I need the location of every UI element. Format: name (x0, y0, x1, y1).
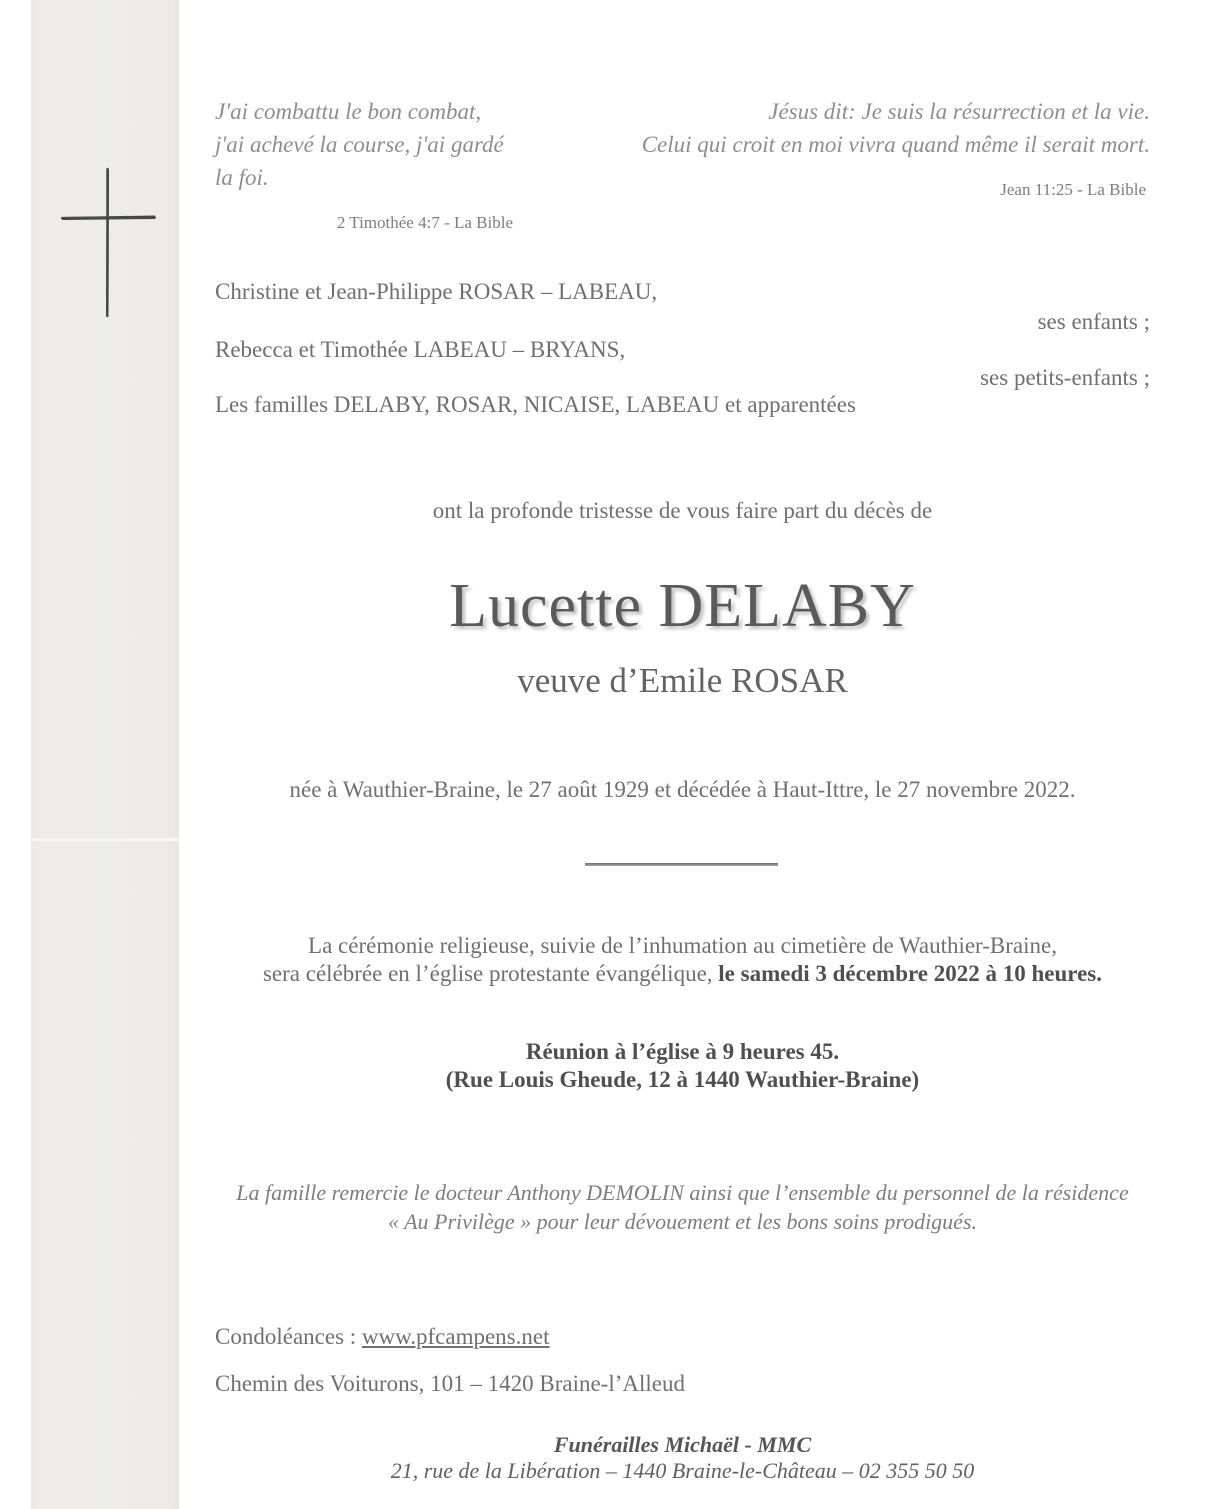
life-dates: née à Wauthier-Braine, le 27 août 1929 et décédée à Haut-Ittre, le 27 novembre 2022. (289, 777, 1076, 802)
ceremony-details (215, 932, 1150, 988)
relation-grandchildren: ses petits-enfants ; (980, 365, 1150, 390)
condolences-label: Condoléances : (215, 1324, 362, 1349)
ceremony-date-bold: le samedi 3 décembre 2022 à 10 heures. (718, 961, 1102, 986)
ceremony-line1: La cérémonie religieuse, suivie de l’inhumation au cimetière de Wauthier-Braine, (308, 933, 1057, 958)
family-line-families: Les familles DELABY, ROSAR, NICAISE, LABEAU et apparentées (215, 392, 856, 417)
meeting-line1: Réunion à l’église à 9 heures 45. (525, 1039, 840, 1064)
deceased-subtitle: veuve d’Emile ROSAR (517, 661, 848, 700)
family-line-grandchildren: Rebecca et Timothée LABEAU – BRYANS, (215, 337, 626, 362)
condolences-link[interactable]: www.pfcampens.net (361, 1324, 550, 1349)
meeting-info (215, 1038, 1150, 1094)
quote-source: 2 Timothée 4:7 - La Bible (336, 213, 513, 232)
deceased-name: Lucette DELABY (449, 572, 916, 640)
quote-source: Jean 11:25 - La Bible (1000, 180, 1146, 199)
footer-company-name: Funérailles Michaël - MMC (553, 1432, 812, 1457)
footer (215, 1432, 1150, 1484)
footer-company-address: 21, rue de la Libération – 1440 Braine-le-Château – 02 355 50 50 (390, 1458, 975, 1483)
thanks-line1: La famille remercie le docteur Anthony DEMOLIN ainsi que l’ensemble du personnel de la résidence (236, 1180, 1129, 1205)
quote-line: j'ai achevé la course, j'ai gardé la foi. (215, 132, 504, 190)
ceremony-line2 (215, 960, 1150, 988)
thanks-paragraph (215, 1178, 1150, 1236)
quote-line: Celui qui croit en moi vivra quand même il serait mort. (641, 132, 1150, 157)
relation-children: ses enfants ; (1037, 309, 1150, 334)
section-divider (585, 863, 778, 866)
announcement-intro: ont la profonde tristesse de vous faire part du décès de (432, 498, 933, 523)
thanks-line2: « Au Privilège » pour leur dévouement et les bons soins prodigués. (387, 1209, 978, 1234)
quote-line: J'ai combattu le bon combat, (215, 99, 482, 124)
funeral-home-address: Chemin des Voiturons, 101 – 1420 Braine-l’Alleud (215, 1371, 685, 1396)
cross-icon (55, 160, 165, 330)
ceremony-line2-regular: sera célébrée en l’église protestante évangélique, (262, 961, 719, 986)
paper-crease (31, 838, 179, 841)
quote-line: Jésus dit: Je suis la résurrection et la vie. (768, 99, 1150, 124)
condolences-line (215, 1323, 549, 1351)
meeting-line2: (Rue Louis Gheude, 12 à 1440 Wauthier-Braine) (445, 1067, 920, 1092)
bible-quote-right (610, 95, 1150, 206)
bible-quote-left (215, 95, 517, 239)
family-line-children: Christine et Jean-Philippe ROSAR – LABEAU, (215, 279, 658, 304)
